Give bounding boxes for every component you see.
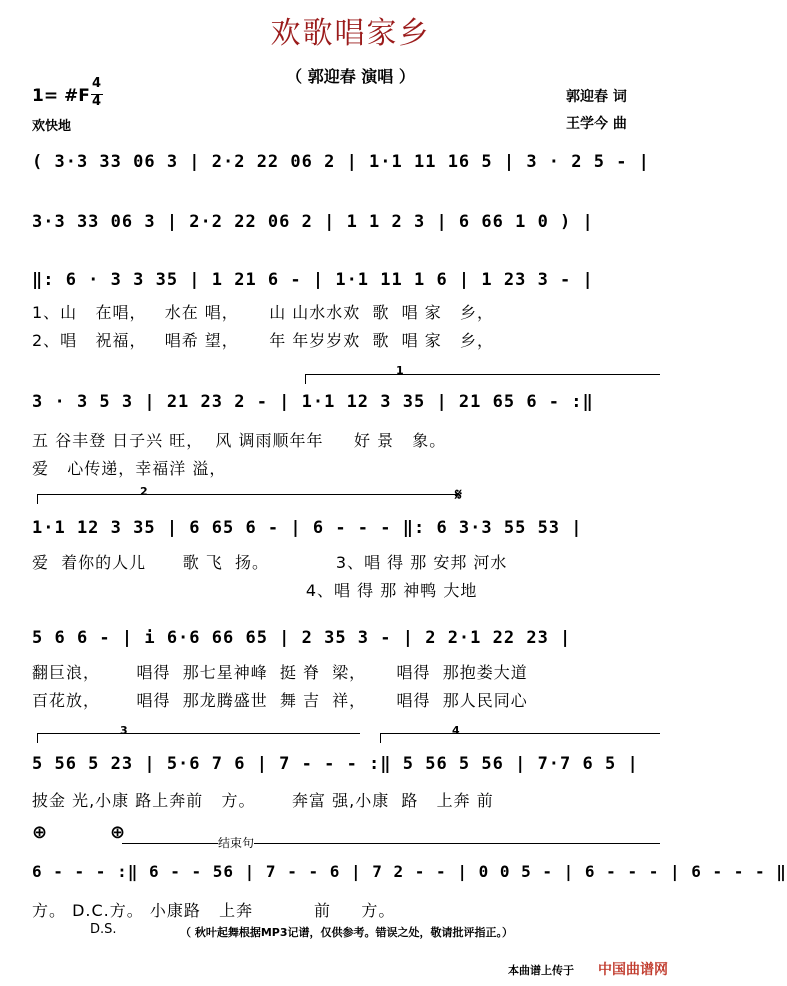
lyricist: 郭迎春 词 — [566, 89, 627, 105]
key-signature: 1= #F — [32, 86, 90, 106]
lyric-line: 1、山 在唱， 水在 唱， 山 山水水欢 歌 唱 家 乡， — [32, 303, 494, 322]
coda-icon: ⊕ — [110, 822, 126, 843]
coda-icon: ⊕ — [32, 822, 48, 843]
staff-line-2: 3·3 33 06 3 | 2·2 22 06 2 | 1 1 2 3 | 6 66 1 0 ) | — [32, 212, 594, 232]
lyric-line: 翻巨浪， 唱得 那七星神峰 挺 脊 梁， 唱得 那抱娄大道 — [32, 663, 528, 682]
staff-line-7: 5 56 5 23 | 5·6 7 6 | 7 - - - :‖ 5 56 5 56 | 7·7 6 5 | — [32, 754, 639, 774]
lyric-line: 五 谷丰登 日子兴 旺， 风 调雨顺年年 好 景 象。 — [32, 431, 447, 450]
time-signature-top: 4 — [92, 76, 102, 91]
lyric-line: 2、唱 祝福， 唱希 望， 年 年岁岁欢 歌 唱 家 乡， — [32, 331, 494, 350]
staff-line-4: 3 · 3 5 3 | 21 23 2 - | 1·1 12 3 35 | 21 65 6 - :‖ — [32, 392, 594, 412]
staff-line-3: ‖: 6 · 3 3 35 | 1 21 6 - | 1·1 11 1 6 | 1 23 3 - | — [32, 270, 594, 290]
performer-subtitle: （ 郭迎春 演唱 ） — [286, 67, 415, 86]
lyric-line: 披金 光,小康 路上奔前 方。 奔富 强,小康 路 上奔 前 — [32, 791, 494, 810]
ending-label: 结束句 — [218, 836, 255, 850]
volta-3: 3 — [120, 724, 128, 737]
staff-line-5: 1·1 12 3 35 | 6 65 6 - | 6 - - - ‖: 6 3·3 55 53 | — [32, 518, 583, 538]
volta-2: 2 — [140, 485, 148, 498]
lyric-line: 百花放， 唱得 那龙腾盛世 舞 吉 祥， 唱得 那人民同心 — [32, 691, 528, 710]
volta-1: 1 — [396, 364, 404, 377]
segno-icon: 𝄋 — [455, 485, 462, 504]
staff-line-1: ( 3·3 33 06 3 | 2·2 22 06 2 | 1·1 11 16 5 | 3 · 2 5 - | — [32, 152, 650, 172]
volta-4: 4 — [452, 724, 460, 737]
lyric-line: 爱 着你的人儿 歌 飞 扬。 3、唱 得 那 安邦 河水 — [32, 553, 508, 572]
site-logo — [598, 959, 668, 979]
staff-line-6: 5 6 6 - | i 6·6 66 65 | 2 35 3 - | 2 2·1 22 23 | — [32, 628, 572, 648]
site-logo-text: 中国曲谱网 — [598, 962, 668, 978]
lyric-line: 4、唱 得 那 神鸭 大地 — [32, 581, 478, 600]
staff-line-8: 6 - - - :‖ 6 - - 56 | 7 - - 6 | 7 2 - - | 0 0 5 - | 6 - - - | 6 - - - ‖ — [32, 862, 787, 881]
composer: 王学今 曲 — [566, 116, 627, 132]
upload-text: 本曲谱上传于 — [508, 964, 574, 977]
transcriber-note: （ 秋叶起舞根据MP3记谱，仅供参考。错误之处，敬请批评指正。） — [180, 926, 513, 939]
lyric-line: 方。 D.C.方。 小康路 上奔 前 方。 — [32, 901, 396, 920]
time-signature-bottom: 4 — [92, 94, 102, 109]
ds-marking: D.S. — [90, 922, 117, 937]
lyric-line: 爱 心传递，幸福洋 溢， — [32, 459, 227, 478]
page-title: 欢歌唱家乡 — [270, 16, 431, 51]
tempo-marking: 欢快地 — [32, 119, 72, 134]
